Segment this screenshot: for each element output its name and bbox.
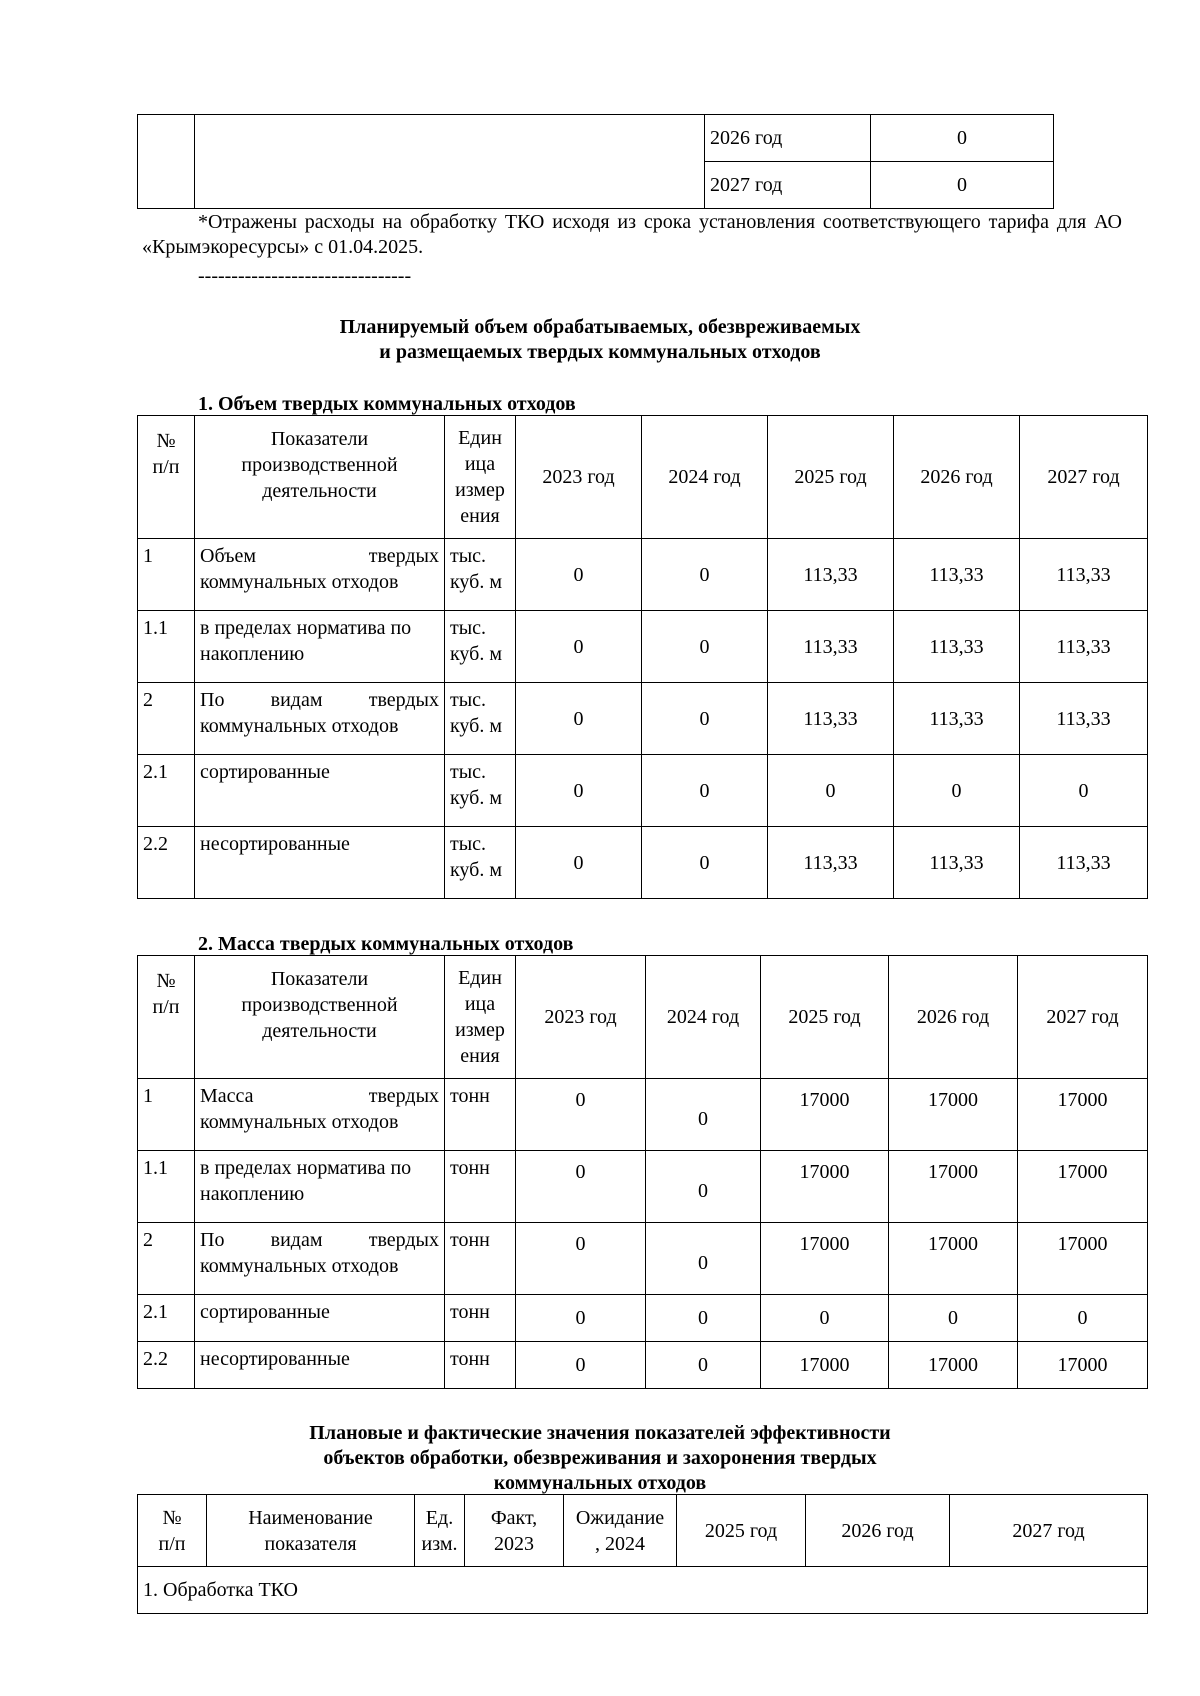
row-indicator xyxy=(195,755,445,827)
table-row xyxy=(138,611,1148,683)
header-text: измер xyxy=(455,479,505,501)
unit-line2: куб. м xyxy=(450,715,503,737)
indicator-line2: коммунальных отходов xyxy=(200,1111,399,1133)
value-cell: 0 xyxy=(1018,1295,1148,1342)
year-header: 2026 год xyxy=(806,1495,950,1567)
table-row xyxy=(138,1223,1148,1295)
value-cell: 0 xyxy=(646,1295,761,1342)
row-unit xyxy=(445,1342,516,1389)
value-cell: 0 xyxy=(516,1151,646,1223)
row-number: 1.1 xyxy=(138,1151,195,1223)
year-header: 2023 год xyxy=(516,416,642,539)
unit-header xyxy=(415,1495,465,1567)
header-text: Ожидание xyxy=(575,1506,665,1529)
row-unit xyxy=(445,539,516,611)
indicator-line2: коммунальных отходов xyxy=(200,1255,399,1277)
value-cell: 0 xyxy=(761,1295,889,1342)
year-header: 2025 год xyxy=(677,1495,806,1567)
row-indicator xyxy=(195,539,445,611)
footnote xyxy=(142,210,1122,260)
table-row xyxy=(138,755,1148,827)
header-text: п/п xyxy=(158,1532,186,1555)
unit-header xyxy=(445,956,516,1079)
unit-line1: тонн xyxy=(450,1085,490,1107)
unit-line2: куб. м xyxy=(450,643,503,665)
unit-line1: тыс. xyxy=(450,833,487,855)
table-row xyxy=(138,539,1148,611)
year-header: 2027 год xyxy=(950,1495,1148,1567)
table-row xyxy=(138,1342,1148,1389)
indicator-line1: сортированные xyxy=(200,1301,330,1323)
value-cell: 0 xyxy=(894,755,1020,827)
year-header: 2027 год xyxy=(1020,416,1148,539)
unit-line1: тонн xyxy=(450,1229,490,1251)
row-indicator xyxy=(195,683,445,755)
indicator-line2: накоплению xyxy=(200,1183,305,1205)
row-number: 1 xyxy=(138,1079,195,1151)
header-text: № xyxy=(162,1506,182,1529)
row-indicator xyxy=(195,1079,445,1151)
year-header: 2024 год xyxy=(646,956,761,1079)
indicator-line2: коммунальных отходов xyxy=(200,571,399,593)
value-cell: 113,33 xyxy=(894,539,1020,611)
main-title-line1: Планируемый объем обрабатываемых, обезвреживаемых xyxy=(339,316,861,338)
mass-table xyxy=(137,955,1148,1389)
value-cell: 113,33 xyxy=(1020,611,1148,683)
efficiency-section-row xyxy=(138,1567,1148,1614)
year-header: 2025 год xyxy=(761,956,889,1079)
efficiency-title-line3: коммунальных отходов xyxy=(493,1472,707,1494)
value-cell: 0 xyxy=(642,683,768,755)
header-text: п/п xyxy=(152,456,180,478)
row-number: 2 xyxy=(138,1223,195,1295)
year-header: 2027 год xyxy=(1018,956,1148,1079)
value-cell: 0 xyxy=(646,1342,761,1389)
row-indicator xyxy=(195,1151,445,1223)
indicator-line-wrap xyxy=(200,1227,439,1253)
header-text: измер xyxy=(455,1019,505,1041)
indicator-line1: сортированные xyxy=(200,761,330,783)
value-cell: 113,33 xyxy=(768,683,894,755)
header-text: , 2024 xyxy=(595,1532,645,1555)
unit-line2: куб. м xyxy=(450,571,503,593)
unit-line1: тонн xyxy=(450,1157,490,1179)
table-row xyxy=(138,1151,1148,1223)
num-header xyxy=(138,1495,207,1567)
unit-line1: тыс. xyxy=(450,761,487,783)
year-cell: 2026 год xyxy=(705,115,871,162)
indicator-line1: По видам твердых xyxy=(200,689,439,711)
header-text: Един xyxy=(458,427,502,449)
value-cell: 17000 xyxy=(889,1079,1018,1151)
row-number: 2.1 xyxy=(138,1295,195,1342)
volume-heading: 1. Объем твердых коммунальных отходов xyxy=(198,393,576,415)
header-text: п/п xyxy=(152,996,180,1018)
header-text: деятельности xyxy=(262,480,377,502)
value-cell: 0 xyxy=(642,827,768,899)
value-cell: 0 xyxy=(642,755,768,827)
value-cell: 17000 xyxy=(761,1342,889,1389)
row-number: 2.2 xyxy=(138,1342,195,1389)
name-header xyxy=(207,1495,415,1567)
value-cell: 0 xyxy=(516,827,642,899)
num-header xyxy=(138,956,195,1079)
indicator-header xyxy=(195,416,445,539)
value-cell: 113,33 xyxy=(768,827,894,899)
value-cell: 0 xyxy=(516,755,642,827)
indicator-line1: в пределах норматива по xyxy=(200,1157,412,1179)
value-cell: 113,33 xyxy=(894,611,1020,683)
value-cell: 0 xyxy=(646,1151,761,1223)
table-row xyxy=(138,683,1148,755)
main-title-line2: и размещаемых твердых коммунальных отходов xyxy=(379,341,821,363)
row-unit xyxy=(445,1295,516,1342)
value-cell: 0 xyxy=(646,1079,761,1151)
indicator-line-wrap xyxy=(200,1346,439,1372)
efficiency-title-line2: объектов обработки, обезвреживания и захоронения твердых xyxy=(323,1447,877,1469)
row-number: 1.1 xyxy=(138,611,195,683)
header-text: Наименование xyxy=(248,1506,373,1529)
year-header: 2024 год xyxy=(642,416,768,539)
row-number: 2.2 xyxy=(138,827,195,899)
value-cell: 0 xyxy=(516,1223,646,1295)
row-unit xyxy=(445,683,516,755)
table-row xyxy=(138,1295,1148,1342)
value-cell: 0 xyxy=(642,539,768,611)
value-cell: 113,33 xyxy=(894,683,1020,755)
year-header: 2025 год xyxy=(768,416,894,539)
value-cell: 0 xyxy=(516,1295,646,1342)
unit-header xyxy=(445,416,516,539)
unit-line1: тонн xyxy=(450,1348,490,1370)
separator-dashes: -------------------------------- xyxy=(198,265,412,287)
empty-name-cell xyxy=(195,115,705,209)
volume-table xyxy=(137,415,1148,899)
indicator-header xyxy=(195,956,445,1079)
value-cell: 0 xyxy=(516,1342,646,1389)
header-text: Ед. xyxy=(425,1506,454,1529)
expect-header xyxy=(564,1495,677,1567)
value-cell: 17000 xyxy=(1018,1342,1148,1389)
value-cell: 113,33 xyxy=(1020,827,1148,899)
mass-header-row xyxy=(138,956,1148,1079)
value-cell: 17000 xyxy=(761,1079,889,1151)
header-text: Показатели xyxy=(270,428,369,450)
value-cell: 17000 xyxy=(889,1223,1018,1295)
footnote-text: *Отражены расходы на обработку ТКО исходя из срока установления соответствующего тарифа для АО «Крымэкоресурсы» с 01.04.2025. xyxy=(142,211,1122,258)
year-header: 2023 год xyxy=(516,956,646,1079)
value-cell: 17000 xyxy=(1018,1151,1148,1223)
value-cell: 0 xyxy=(516,1079,646,1151)
row-unit xyxy=(445,827,516,899)
row-number: 2 xyxy=(138,683,195,755)
value-cell: 0 xyxy=(516,683,642,755)
top-continuation-table xyxy=(137,114,1054,209)
value-cell: 113,33 xyxy=(1020,539,1148,611)
value-cell: 113,33 xyxy=(894,827,1020,899)
indicator-line2: коммунальных отходов xyxy=(200,715,399,737)
indicator-line-wrap xyxy=(200,1299,439,1325)
row-unit xyxy=(445,1079,516,1151)
value-cell: 113,33 xyxy=(768,539,894,611)
indicator-line-wrap xyxy=(200,1083,439,1109)
header-text: Факт, xyxy=(490,1506,538,1529)
indicator-line1: Объем твердых xyxy=(200,545,439,567)
value-cell: 0 xyxy=(516,611,642,683)
row-unit xyxy=(445,1151,516,1223)
unit-line2: куб. м xyxy=(450,787,503,809)
value-cell: 113,33 xyxy=(1020,683,1148,755)
header-text: ения xyxy=(460,1045,500,1067)
value-cell: 17000 xyxy=(1018,1079,1148,1151)
value-cell: 113,33 xyxy=(768,611,894,683)
indicator-line1: в пределах норматива по xyxy=(200,617,412,639)
unit-line2: куб. м xyxy=(450,859,503,881)
value-cell: 17000 xyxy=(1018,1223,1148,1295)
row-unit xyxy=(445,611,516,683)
header-text: Показатели xyxy=(270,968,369,990)
year-cell: 2027 год xyxy=(705,162,871,209)
header-text: 2023 xyxy=(494,1532,534,1555)
unit-line1: тонн xyxy=(450,1301,490,1323)
indicator-line-wrap xyxy=(200,759,439,785)
table-row xyxy=(138,1079,1148,1151)
row-indicator xyxy=(195,1342,445,1389)
indicator-line1: несортированные xyxy=(200,1348,350,1370)
indicator-line-wrap xyxy=(200,615,439,641)
header-text: показателя xyxy=(264,1532,357,1555)
mass-heading: 2. Масса твердых коммунальных отходов xyxy=(198,933,574,955)
section-label: 1. Обработка ТКО xyxy=(138,1567,1148,1614)
value-cell: 17000 xyxy=(761,1223,889,1295)
value-cell: 0 xyxy=(889,1295,1018,1342)
header-text: № xyxy=(156,970,176,992)
header-text: ица xyxy=(464,453,496,475)
unit-line1: тыс. xyxy=(450,545,487,567)
row-number: 2.1 xyxy=(138,755,195,827)
header-text: № xyxy=(156,430,176,452)
row-indicator xyxy=(195,827,445,899)
num-header xyxy=(138,416,195,539)
efficiency-title xyxy=(0,1421,1200,1496)
value-cell: 0 xyxy=(768,755,894,827)
row-indicator xyxy=(195,1295,445,1342)
value-cell: 17000 xyxy=(889,1151,1018,1223)
value-cell: 0 xyxy=(871,115,1054,162)
value-cell: 0 xyxy=(1020,755,1148,827)
header-text: деятельности xyxy=(262,1020,377,1042)
header-text: ица xyxy=(464,993,496,1015)
unit-line1: тыс. xyxy=(450,689,487,711)
unit-line1: тыс. xyxy=(450,617,487,639)
year-header: 2026 год xyxy=(894,416,1020,539)
header-text: изм. xyxy=(421,1532,458,1555)
indicator-line1: несортированные xyxy=(200,833,350,855)
efficiency-header-row xyxy=(138,1495,1148,1567)
volume-header-row xyxy=(138,416,1148,539)
indicator-line-wrap xyxy=(200,831,439,857)
fact-header xyxy=(465,1495,564,1567)
row-unit xyxy=(445,1223,516,1295)
value-cell: 0 xyxy=(642,611,768,683)
header-text: производственной xyxy=(241,994,398,1016)
indicator-line-wrap xyxy=(200,687,439,713)
value-cell: 0 xyxy=(646,1223,761,1295)
value-cell: 17000 xyxy=(761,1151,889,1223)
row-unit xyxy=(445,755,516,827)
main-title xyxy=(0,315,1200,365)
value-cell: 0 xyxy=(871,162,1054,209)
indicator-line-wrap xyxy=(200,543,439,569)
header-text: Един xyxy=(458,967,502,989)
row-indicator xyxy=(195,611,445,683)
value-cell: 0 xyxy=(516,539,642,611)
year-header: 2026 год xyxy=(889,956,1018,1079)
header-text: производственной xyxy=(241,454,398,476)
indicator-line1: По видам твердых xyxy=(200,1229,439,1251)
indicator-line2: накоплению xyxy=(200,643,305,665)
table-row xyxy=(138,827,1148,899)
row-indicator xyxy=(195,1223,445,1295)
row-number: 1 xyxy=(138,539,195,611)
efficiency-table xyxy=(137,1494,1148,1614)
indicator-line1: Масса твердых xyxy=(200,1085,439,1107)
header-text: ения xyxy=(460,505,500,527)
value-cell: 17000 xyxy=(889,1342,1018,1389)
efficiency-title-line1: Плановые и фактические значения показателей эффективности xyxy=(309,1422,891,1444)
empty-num-cell xyxy=(138,115,195,209)
indicator-line-wrap xyxy=(200,1155,439,1181)
